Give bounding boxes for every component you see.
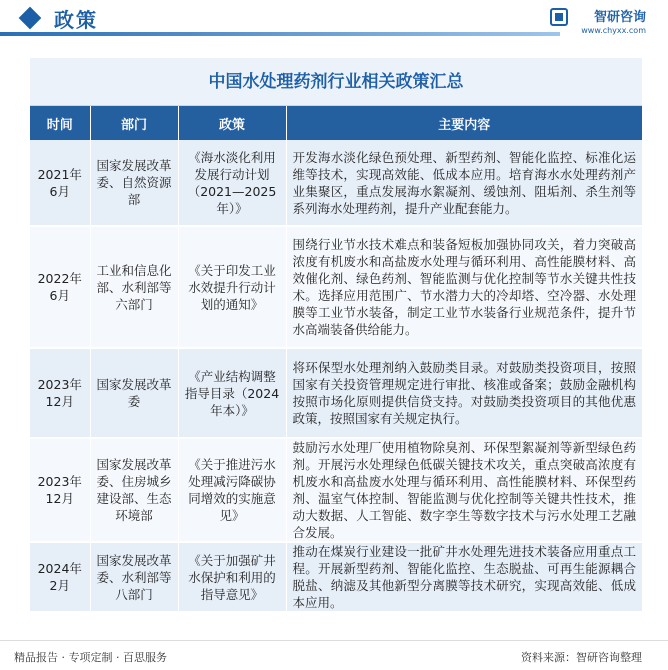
page-header	[0, 0, 668, 36]
table-row	[30, 542, 642, 612]
brand-logo-icon	[550, 8, 568, 26]
header-bar	[0, 32, 560, 36]
column-header-dept: 部门	[90, 106, 178, 140]
cell-policy: 《关于推进污水处理减污降碳协同增效的实施意见》	[178, 438, 286, 542]
cell-time: 2022年6月	[30, 226, 90, 348]
cell-time: 2021年6月	[30, 140, 90, 226]
cell-policy: 《关于印发工业水效提升行动计划的通知》	[178, 226, 286, 348]
diamond-icon	[19, 7, 42, 30]
cell-content: 将环保型水处理剂纳入鼓励类目录。对鼓励类投资项目，按照国家有关投资管理规定进行审批、核准或备案；鼓励金融机构按照市场化原则提供信贷支持。对鼓励类投资项目的其他优惠政策，按照国家有关规定执行。	[286, 348, 642, 438]
footer-services: 精品报告 · 专项定制 · 百思服务	[14, 651, 167, 664]
cell-policy: 《海水淡化利用发展行动计划（2021—2025年）》	[178, 140, 286, 226]
cell-dept: 国家发展改革委、水利部等八部门	[90, 542, 178, 612]
section-title: 政策	[54, 8, 98, 32]
table-header-row	[30, 106, 642, 140]
page-footer	[0, 640, 668, 670]
policy-table	[30, 106, 642, 613]
table-row	[30, 226, 642, 348]
cell-dept: 国家发展改革委、住房城乡建设部、生态环境部	[90, 438, 178, 542]
footer-source: 资料来源：智研咨询整理	[521, 651, 642, 664]
cell-dept: 工业和信息化部、水利部等六部门	[90, 226, 178, 348]
policy-table-card	[30, 58, 642, 626]
cell-policy: 《关于加强矿井水保护和利用的指导意见》	[178, 542, 286, 612]
table-title: 中国水处理药剂行业相关政策汇总	[30, 58, 642, 106]
cell-content: 围绕行业节水技术难点和装备短板加强协同攻关，着力突破高浓度有机废水和高盐废水处理与循环利用、高性能膜材料、高效催化剂、绿色药剂、智能监测与优化控制等节水关键共性技术。选择应用范围广、节水潜力大的冷却塔、空冷器、水处理膜等工业节水装备，制定工业节水装备行业规范条件，提升节水高端装备供给能力。	[286, 226, 642, 348]
cell-time: 2023年12月	[30, 348, 90, 438]
table-row	[30, 140, 642, 226]
column-header-policy: 政策	[178, 106, 286, 140]
brand-url: www.chyxx.com	[581, 26, 646, 35]
brand-name: 智研咨询	[593, 10, 646, 25]
cell-content: 开发海水淡化绿色预处理、新型药剂、智能化监控、标准化运维等技术，实现高效能、低成本应用。培育海水水处理药剂产业集聚区，重点发展海水絮凝剂、缓蚀剂、阻垢剂、杀生剂等系列海水处理药剂，提升产业配套能力。	[286, 140, 642, 226]
cell-dept: 国家发展改革委、自然资源部	[90, 140, 178, 226]
table-row	[30, 348, 642, 438]
cell-content: 鼓励污水处理厂使用植物除臭剂、环保型絮凝剂等新型绿色药剂。开展污水处理绿色低碳关键技术攻关，重点突破高浓度有机废水和高盐废水处理与循环利用、高性能膜材料、环保型药剂、温室气体控制、智能监测与优化控制等关键共性技术，推动大数据、人工智能、数字孪生等数字技术与污水处理工艺融合发展。	[286, 438, 642, 542]
column-header-content: 主要内容	[286, 106, 642, 140]
cell-time: 2023年12月	[30, 438, 90, 542]
column-header-time: 时间	[30, 106, 90, 140]
cell-dept: 国家发展改革委	[90, 348, 178, 438]
cell-content: 推动在煤炭行业建设一批矿井水处理先进技术装备应用重点工程。开展新型药剂、智能化监控、生态脱盐、可再生能源耦合脱盐、纳滤及其他新型分离膜等技术研究，实现高效能、低成本应用。	[286, 542, 642, 612]
table-row	[30, 438, 642, 542]
cell-policy: 《产业结构调整指导目录（2024年本）》	[178, 348, 286, 438]
cell-time: 2024年2月	[30, 542, 90, 612]
brand	[581, 6, 646, 35]
